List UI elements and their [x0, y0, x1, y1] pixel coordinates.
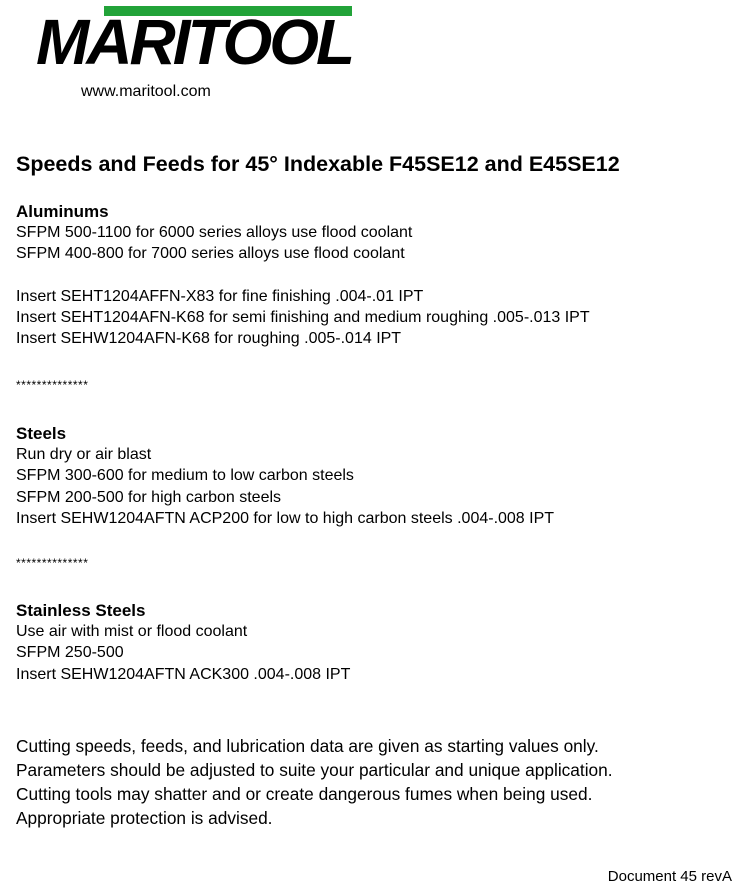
aluminums-insert-line: Insert SEHW1204AFN-K68 for roughing .005-.014 IPT	[16, 330, 402, 348]
aluminums-heading: Aluminums	[16, 202, 109, 221]
aluminums-sfpm-line: SFPM 400-800 for 7000 series alloys use flood coolant	[16, 245, 405, 263]
document-revision: Document 45 revA	[607, 868, 732, 885]
disclaimer-line: Parameters should be adjusted to suite your particular and unique application.	[16, 760, 613, 780]
steels-line: Run dry or air blast	[16, 446, 152, 463]
separator: **************	[16, 556, 89, 570]
disclaimer-line: Appropriate protection is advised.	[16, 808, 273, 828]
stainless-line: Use air with mist or flood coolant	[16, 623, 248, 640]
aluminums-sfpm-line: SFPM 500-1100 for 6000 series alloys use flood coolant	[16, 224, 413, 241]
steels-line: Insert SEHW1204AFTN ACP200 for low to high carbon steels .004-.008 IPT	[16, 509, 555, 527]
aluminums-section	[16, 202, 590, 349]
website-url: www.maritool.com	[81, 83, 211, 100]
disclaimer-line: Cutting tools may shatter and or create dangerous fumes when being used.	[16, 784, 593, 804]
page-title: Speeds and Feeds for 45° Indexable F45SE12 and E45SE12	[16, 152, 620, 176]
steels-heading: Steels	[16, 424, 67, 443]
maritool-logo	[36, 6, 353, 82]
aluminums-insert-line: Insert SEHT1204AFFN-X83 for fine finishing .004-.01 IPT	[16, 287, 424, 305]
stainless-line: SFPM 250-500	[16, 644, 124, 662]
disclaimer-line: Cutting speeds, feeds, and lubrication data are given as starting values only.	[16, 736, 599, 756]
steels-line: SFPM 300-600 for medium to low carbon steels	[16, 467, 354, 485]
logo-text: MARITOOL	[36, 6, 353, 78]
stainless-section	[16, 601, 350, 685]
separator: **************	[16, 378, 89, 392]
steels-section	[16, 424, 554, 529]
steels-line: SFPM 200-500 for high carbon steels	[16, 488, 282, 506]
aluminums-insert-line: Insert SEHT1204AFN-K68 for semi finishing and medium roughing .005-.013 IPT	[16, 308, 590, 326]
stainless-heading: Stainless Steels	[16, 601, 146, 620]
disclaimer	[16, 734, 613, 830]
stainless-line: Insert SEHW1204AFTN ACK300 .004-.008 IPT	[16, 665, 351, 683]
